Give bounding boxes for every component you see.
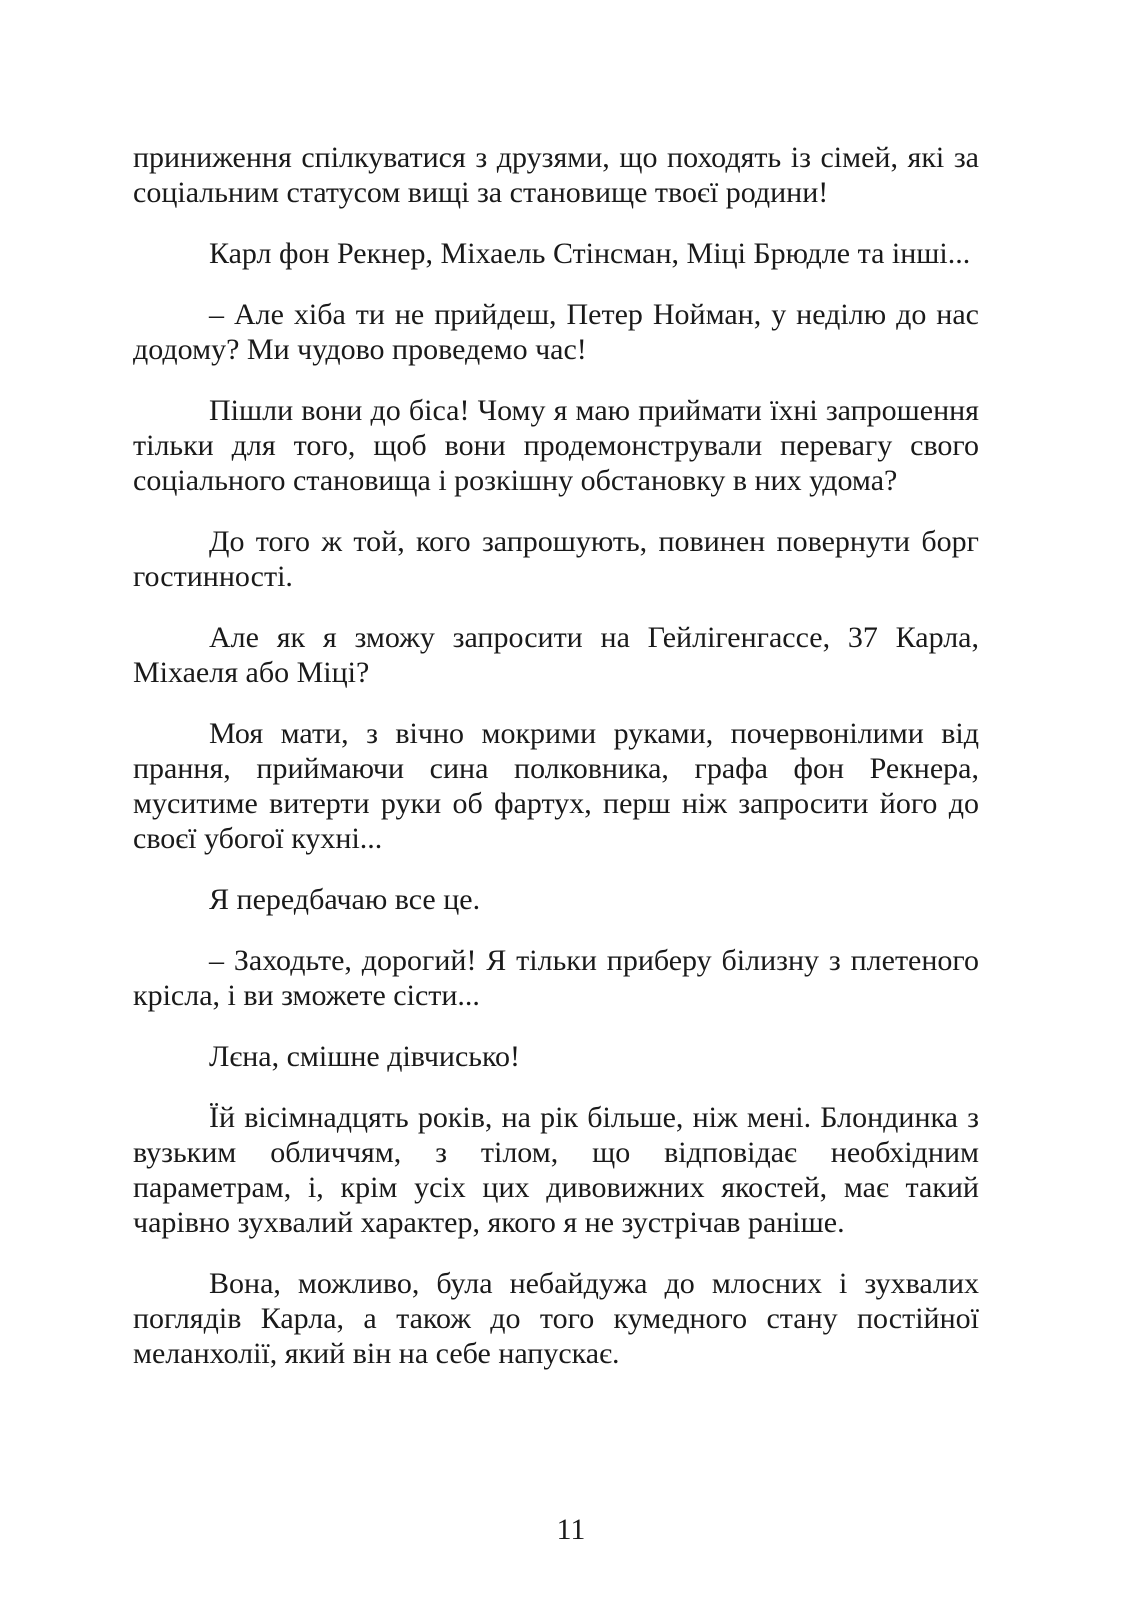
- paragraph-dialogue: – Але хіба ти не прийдеш, Петер Нойман, у неділю до нас додому? Ми чудово проведемо час!: [133, 298, 979, 366]
- paragraph-continuation: приниження спілкуватися з друзями, що походять із сімей, які за соціальним статусом вищі за становище твоєї родини!: [133, 141, 979, 209]
- paragraph: До того ж той, кого запрошують, повинен повернути борг гостинності.: [133, 525, 979, 593]
- paragraph: Вона, можливо, була небайдужа до млосних і зухвалих поглядів Карла, а також до того кумедного стану постійної меланхолії, який він на себе напускає.: [133, 1267, 979, 1370]
- paragraph: Але як я зможу запросити на Гейлігенгассе, 37 Карла, Міхаеля або Міці?: [133, 621, 979, 689]
- paragraph: Я передбачаю все це.: [209, 883, 481, 916]
- paragraph-dialogue: – Заходьте, дорогий! Я тільки приберу білизну з плетеного крісла, і ви зможете сісти...: [133, 944, 979, 1012]
- paragraph: Карл фон Рекнер, Міхаель Стінсман, Міці Брюдле та інші...: [209, 237, 971, 270]
- paragraph: Моя мати, з вічно мокрими руками, почервонілими від прання, приймаючи сина полковника, графа фон Рекнера, муситиме витерти руки об фартух, перш ніж запросити його до своєї убогої кухні...: [133, 717, 979, 855]
- page-body-text: [133, 140, 979, 1397]
- paragraph: Їй вісімнадцять років, на рік більше, ніж мені. Блондинка з вузьким обличчям, з тілом, що відповідає необхідним параметрам, і, крім усіх цих дивовижних якостей, має такий чарівно зухвалий характер, якого я не зустрічав раніше.: [133, 1101, 979, 1239]
- paragraph: Лєна, смішне дівчисько!: [209, 1040, 521, 1073]
- page-number: 11: [556, 1513, 586, 1546]
- paragraph: Пішли вони до біса! Чому я маю приймати їхні запрошення тільки для того, щоб вони продемонстрували перевагу свого соціального становища і розкішну обстановку в них удома?: [133, 394, 979, 497]
